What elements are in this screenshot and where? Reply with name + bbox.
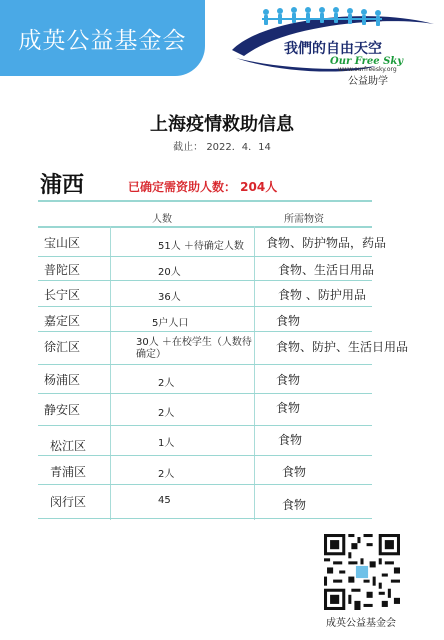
row-district: 闵行区 xyxy=(50,495,87,509)
row-supplies: 食物 xyxy=(276,401,301,415)
row-count: 51人 ＋待确定人数 xyxy=(158,241,244,252)
footer-org-name: 成英公益基金会 xyxy=(326,618,396,629)
row-supplies: 食物 xyxy=(278,433,303,447)
row-count: 2人 xyxy=(158,469,175,480)
row-divider xyxy=(38,484,372,485)
table-header-border xyxy=(38,226,372,228)
logo-name-english: Our Free Sky xyxy=(330,56,404,67)
row-count: 5户人口 xyxy=(152,318,189,329)
row-count: 36人 xyxy=(158,292,181,303)
row-district: 松江区 xyxy=(50,439,87,453)
row-count: 20人 xyxy=(158,267,181,278)
row-supplies: 食物 xyxy=(276,373,301,387)
row-divider xyxy=(38,280,372,281)
row-divider xyxy=(38,425,372,426)
table-bottom-border xyxy=(38,518,372,519)
row-count: 2人 xyxy=(158,378,175,389)
row-count: 1人 xyxy=(158,438,175,449)
row-divider xyxy=(38,256,372,257)
row-district: 普陀区 xyxy=(44,263,81,277)
row-district: 徐汇区 xyxy=(44,340,81,354)
row-supplies: 食物 、防护用品 xyxy=(278,288,366,302)
row-district: 杨浦区 xyxy=(44,373,81,387)
row-supplies: 食物 xyxy=(276,314,301,328)
total-needing-aid: 已确定需资助人数： 204人 xyxy=(128,180,278,194)
row-district: 长宁区 xyxy=(44,288,81,302)
banner-title: 成英公益基金会 xyxy=(18,27,187,54)
logo-url: www.ourfreesky.org xyxy=(338,66,397,73)
row-divider xyxy=(38,306,372,307)
row-district: 宝山区 xyxy=(44,236,81,250)
row-district: 青浦区 xyxy=(50,465,87,479)
header-supplies: 所需物资 xyxy=(284,214,324,225)
row-divider xyxy=(38,455,372,456)
table-column-divider xyxy=(110,226,111,520)
row-count: 2人 xyxy=(158,408,175,419)
row-supplies: 食物、防护、生活日用品 xyxy=(276,340,409,354)
row-count: 45 xyxy=(158,495,171,506)
row-divider xyxy=(38,393,372,394)
table-top-border xyxy=(38,200,372,202)
logo-tagline: 公益助学 xyxy=(348,76,388,87)
row-supplies: 食物 xyxy=(282,498,307,512)
row-count: 30人 ＋在校学生（人数待确定） xyxy=(136,337,252,360)
our-free-sky-logo xyxy=(226,6,440,87)
district-heading: 浦西 xyxy=(40,173,85,198)
cutoff-date: 截止： 2022．4．14 xyxy=(173,142,271,153)
row-supplies: 食物、生活日用品 xyxy=(278,263,375,277)
row-supplies: 食物、防护物品，药品 xyxy=(266,236,387,250)
header-count: 人数 xyxy=(152,214,172,225)
logo-name-chinese: 我們的自由天空 xyxy=(284,41,382,57)
row-divider xyxy=(38,364,372,365)
qr-code-icon xyxy=(324,534,400,610)
row-supplies: 食物 xyxy=(282,465,307,479)
row-district: 静安区 xyxy=(44,403,81,417)
table-column-divider xyxy=(254,226,255,520)
row-district: 嘉定区 xyxy=(44,314,81,328)
row-divider xyxy=(38,331,372,332)
page-title: 上海疫情救助信息 xyxy=(150,114,294,135)
org-banner xyxy=(0,0,205,76)
